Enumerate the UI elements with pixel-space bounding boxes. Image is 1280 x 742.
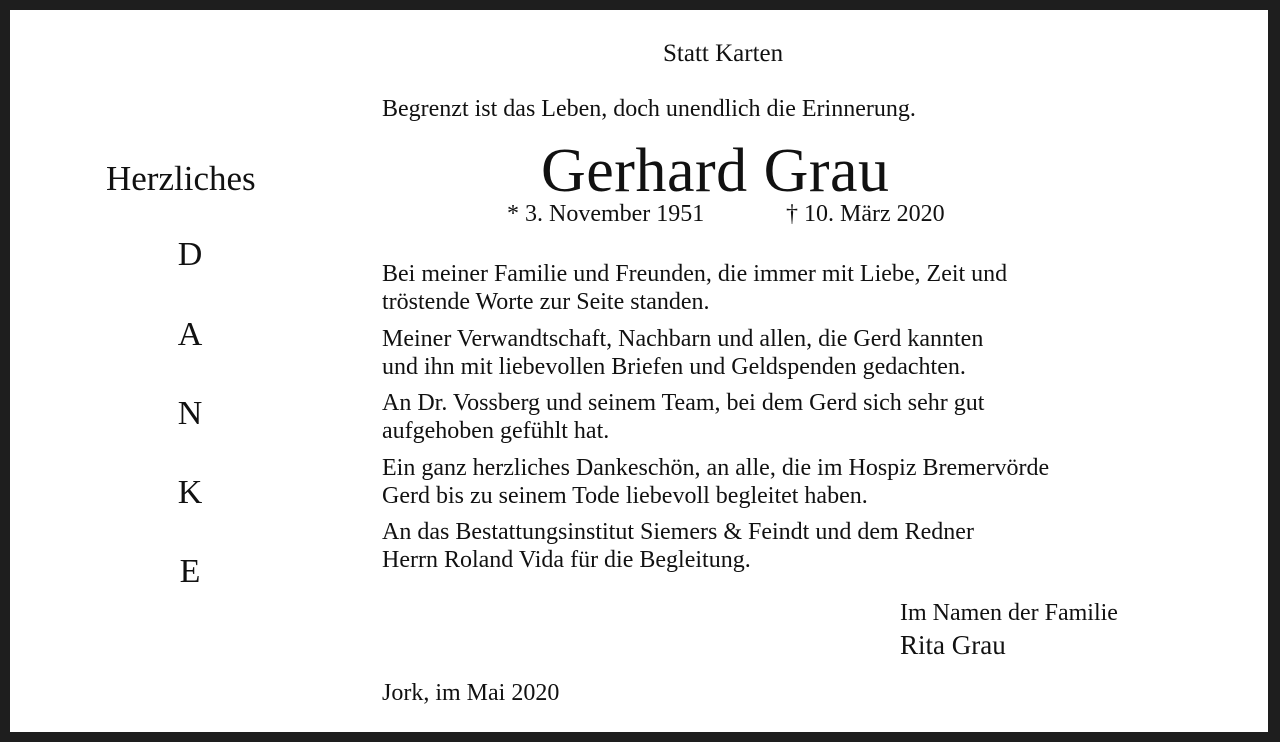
thanks-paragraph <box>382 454 1142 510</box>
header-title: Statt Karten <box>663 40 784 67</box>
birth-date: * 3. November 1951 <box>507 201 705 227</box>
place-date: Jork, im Mai 2020 <box>382 680 560 706</box>
motto: Begrenzt ist das Leben, doch unendlich die Erinnerung. <box>382 96 916 122</box>
thanks-line: Herrn Roland Vida für die Begleitung. <box>382 547 751 573</box>
thanks-line: Ein ganz herzliches Dankeschön, an alle, die im Hospiz Bremervörde <box>382 455 1050 481</box>
danke-letter-n: N <box>177 395 203 432</box>
side-heading: Herzliches <box>106 159 256 198</box>
thanks-line: An das Bestattungsinstitut Siemers & Feindt und dem Redner <box>382 519 974 545</box>
thanks-line: Bei meiner Familie und Freunden, die immer mit Liebe, Zeit und <box>382 261 1008 287</box>
thanks-paragraph <box>382 518 1142 574</box>
thanks-paragraph <box>382 389 1142 445</box>
signature-name: Rita Grau <box>900 630 1006 660</box>
death-date: † 10. März 2020 <box>786 201 945 227</box>
signature-intro: Im Namen der Familie <box>900 600 1118 626</box>
thanks-line: tröstende Worte zur Seite standen. <box>382 289 710 315</box>
thanks-line: aufgehoben gefühlt hat. <box>382 418 610 444</box>
danke-letter-e: E <box>179 553 201 590</box>
thanks-line: Meiner Verwandtschaft, Nachbarn und allen, die Gerd kannten <box>382 326 984 352</box>
obituary-card <box>10 10 1268 732</box>
thanks-line: Gerd bis zu seinem Tode liebevoll begleitet haben. <box>382 483 868 509</box>
danke-letter-d: D <box>177 236 203 273</box>
thanks-paragraph <box>382 260 1142 316</box>
deceased-name: Gerhard Grau <box>541 137 890 205</box>
thanks-paragraph <box>382 325 1142 381</box>
danke-letter-k: K <box>177 474 203 511</box>
thanks-line: An Dr. Vossberg und seinem Team, bei dem Gerd sich sehr gut <box>382 390 985 416</box>
thanks-line: und ihn mit liebevollen Briefen und Geldspenden gedachten. <box>382 354 966 380</box>
danke-letter-a: A <box>177 316 203 353</box>
